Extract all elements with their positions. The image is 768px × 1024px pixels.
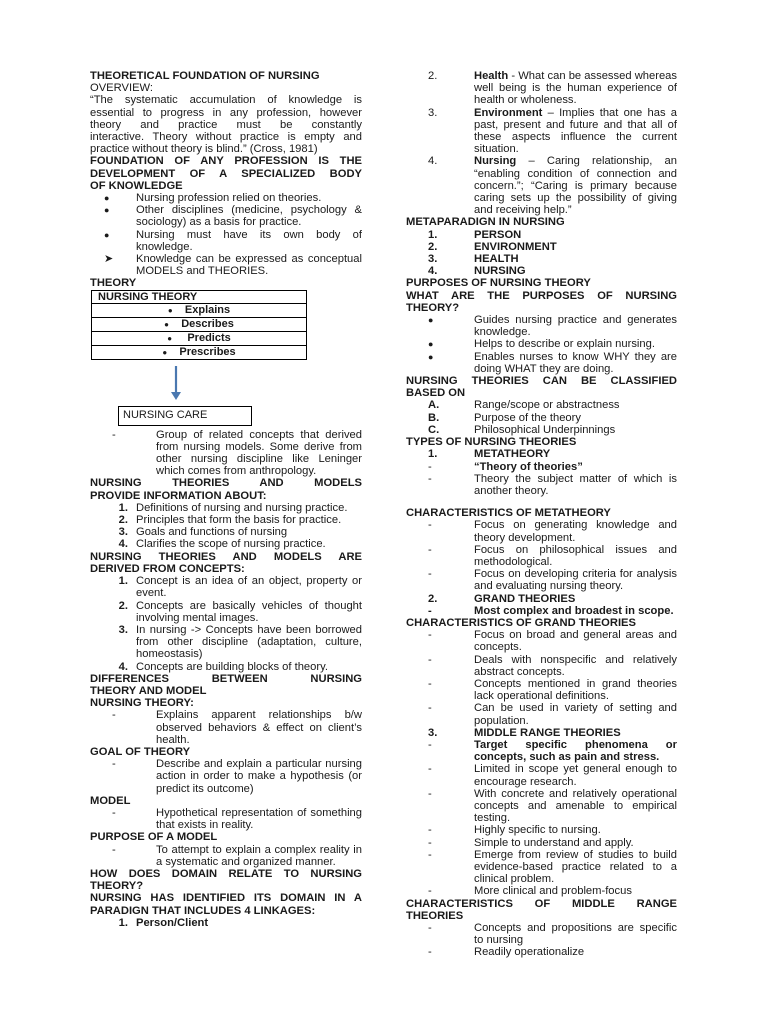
section-heading: PROVIDE INFORMATION ABOUT: <box>90 489 267 502</box>
section-heading: PARADIGN THAT INCLUDES 4 LINKAGES: <box>90 904 316 917</box>
bullet-icon: ● <box>104 193 110 204</box>
section-heading: THEORIES <box>406 909 464 922</box>
list-item: - Deals with nonspecific and relatively abstract concepts. <box>428 653 677 678</box>
right-column <box>406 70 677 959</box>
list-item: - Concepts mentioned in grand theories lack operational definitions. <box>428 677 677 703</box>
section-heading: FOUNDATION OF ANY PROFESSION IS THE <box>90 155 362 168</box>
list-item: 4. Clarifies the scope of nursing practice. <box>118 538 326 551</box>
bullet-icon: ● <box>428 351 434 362</box>
list-item: ● Guides nursing practice and generates knowledge. <box>406 314 677 338</box>
list-item: - Highly specific to nursing. <box>428 824 601 837</box>
nursing-theory-table <box>91 290 307 360</box>
quote-line: “The systematic accumulation of knowledge is <box>90 94 362 107</box>
list-item: ● Enables nurses to know WHY they are doing WHAT they are doing. <box>406 351 677 375</box>
list-item: 4. Concepts are building blocks of theory. <box>118 660 328 673</box>
table-cell: ● Explains <box>92 303 307 317</box>
section-heading: CHARACTERISTICS OF METATHEORY <box>406 507 611 520</box>
overview-label: OVERVIEW: <box>90 82 154 95</box>
list-item: - Focus on broad and general areas and concepts. <box>428 629 677 654</box>
section-heading: NURSING THEORIES AND MODELS <box>90 477 362 490</box>
list-item: A. Range/scope or abstractness <box>428 399 620 412</box>
list-item: ● Nursing profession relied on theories. <box>90 192 362 204</box>
list-item: - Theory the subject matter of which is another theory. <box>428 472 677 497</box>
list-item: 1. METATHEORY <box>428 448 551 461</box>
list-item: ● Helps to describe or explain nursing. <box>406 338 677 350</box>
bullet-icon: ● <box>167 305 173 315</box>
quote-line: essential to progress in any profession, however <box>90 106 362 119</box>
list-item: - “Theory of theories” <box>428 460 583 473</box>
theory-label: THEORY <box>90 277 137 290</box>
list-item: 3. Environment – Implies that one has a past, present and future and that all of these aspects influence the current situation. <box>428 106 677 156</box>
section-heading: METAPARADIGN IN NURSING <box>406 216 565 229</box>
list-item: 3. In nursing -> Concepts have been borrowed from other discipline (adaptation, culture, homeostasis) <box>118 623 362 661</box>
quote-line: interactive. Theory without practice is empty and <box>90 131 362 144</box>
list-item: - Concepts and propositions are specific to nursing <box>428 922 677 947</box>
section-heading: CHARACTERISTICS OF GRAND THEORIES <box>406 616 636 629</box>
list-item: - Limited in scope yet general enough to encourage research. <box>428 763 677 788</box>
section-heading: NURSING THEORY: <box>90 697 194 710</box>
list-item: - More clinical and problem-focus <box>428 885 632 898</box>
list-item: 1. Definitions of nursing and nursing practice. <box>118 501 348 514</box>
list-item: 4. NURSING <box>428 265 526 278</box>
list-item: - Describe and explain a particular nursing action in order to make a hypothesis (or predict its outcome) <box>112 758 362 795</box>
list-item: - Can be used in variety of setting and population. <box>428 702 677 727</box>
bullet-icon: ● <box>428 315 434 326</box>
list-item: ➤ Knowledge can be expressed as conceptual MODELS and THEORIES. <box>90 253 362 277</box>
list-item: 1. PERSON <box>428 228 522 241</box>
list-item: C. Philosophical Underpinnings <box>428 423 616 436</box>
section-heading: NURSING THEORIES AND MODELS ARE <box>90 550 362 563</box>
list-item: - Emerge from review of studies to build evidence-based practice related to a clinical problem. <box>428 848 677 886</box>
table-cell: ● Prescribes <box>92 345 307 359</box>
section-heading: WHAT ARE THE PURPOSES OF NURSING <box>406 289 677 302</box>
list-item: 4. Nursing – Caring relationship, an “enabling condition of connection and concern.”; “Caring is primary because caring sets up the possibility of giving and receiving help.” <box>428 155 677 217</box>
bullet-icon: ● <box>104 229 110 240</box>
section-heading: CHARACTERISTICS OF MIDDLE RANGE <box>406 897 677 910</box>
section-heading: MODEL <box>90 794 131 807</box>
section-heading: THEORY AND MODEL <box>90 684 207 697</box>
section-heading: GOAL OF THEORY <box>90 745 191 758</box>
list-item: 2. GRAND THEORIES <box>428 592 576 605</box>
list-item: - Explains apparent relationships b/w observed behaviors & effect on client’s health. <box>112 709 362 746</box>
list-item: - Focus on generating knowledge and theory development. <box>428 519 677 544</box>
list-item: 1. Concept is an idea of an object, property or event. <box>118 575 362 600</box>
list-item: - With concrete and relatively operational concepts and amenable to empirical testing. <box>428 787 677 825</box>
section-heading: DEVELOPMENT OF A SPECIALIZED BODY <box>90 167 362 180</box>
list-item: 3. HEALTH <box>428 253 519 266</box>
list-item: - Focus on developing criteria for analysis and evaluating nursing theory. <box>428 568 677 593</box>
section-heading: DIFFERENCES BETWEEN NURSING <box>90 672 362 685</box>
list-item: 3. MIDDLE RANGE THEORIES <box>428 726 621 739</box>
bullet-icon: ● <box>104 205 110 216</box>
quote-line: practice without theory is blind.” (Cross, 1981) <box>90 143 318 156</box>
list-item: 1. Person/Client <box>118 916 209 929</box>
section-heading: NURSING THEORIES CAN BE CLASSIFIED <box>406 375 677 388</box>
bullet-icon: ● <box>428 339 434 350</box>
list-item: ● Other disciplines (medicine, psychology & sociology) as a basis for practice. <box>90 204 362 228</box>
section-heading: HOW DOES DOMAIN RELATE TO NURSING <box>90 867 362 880</box>
down-arrow-icon <box>90 360 362 406</box>
list-item: 2. ENVIRONMENT <box>428 240 557 253</box>
list-item: - Most complex and broadest in scope. <box>428 604 674 617</box>
list-item: 2. Health - What can be assessed whereas well being is the human experience of health or wholeness. <box>428 70 677 107</box>
list-item: - To attempt to explain a complex reality in a systematic and organized manner. <box>112 843 362 868</box>
section-heading: THEORY? <box>90 880 144 893</box>
bullet-icon: ● <box>162 347 168 357</box>
left-column <box>90 70 362 929</box>
list-item: 2. Principles that form the basis for practice. <box>118 514 342 527</box>
list-item: - Focus on philosophical issues and methodological. <box>428 543 677 568</box>
section-heading: PURPOSES OF NURSING THEORY <box>406 277 591 290</box>
list-item: - Target specific phenomena or concepts, such as pain and stress. <box>428 738 677 764</box>
bullet-icon: ● <box>164 319 169 329</box>
section-heading: THEORY? <box>406 301 460 314</box>
list-item: B. Purpose of the theory <box>428 411 581 424</box>
section-heading: BASED ON <box>406 387 466 400</box>
nursing-care-box: NURSING CARE <box>118 406 252 426</box>
list-item: - Simple to understand and apply. <box>428 836 634 849</box>
table-cell: ● Describes <box>92 317 307 331</box>
table-header: NURSING THEORY <box>92 290 307 303</box>
list-item: 2. Concepts are basically vehicles of thought involving mental images. <box>118 599 362 624</box>
document-title: THEORETICAL FOUNDATION OF NURSING <box>90 70 320 82</box>
section-heading: TYPES OF NURSING THEORIES <box>406 436 577 449</box>
bullet-icon: ● <box>167 333 173 343</box>
list-item: - Group of related concepts that derived from nursing models. Some derive from other nursing discipline like Leninger which comes from anthropology. <box>112 428 362 478</box>
section-heading: PURPOSE OF A MODEL <box>90 831 218 844</box>
list-item: - Readily operationalize <box>428 946 585 959</box>
list-item: 3. Goals and functions of nursing <box>118 526 288 539</box>
arrowhead-icon: ➤ <box>104 253 114 266</box>
section-heading: DERIVED FROM CONCEPTS: <box>90 562 245 575</box>
list-item: ● Nursing must have its own body of knowledge. <box>90 229 362 253</box>
quote-line: theory and practice must be constantly <box>90 118 362 131</box>
section-heading: OF KNOWLEDGE <box>90 179 183 192</box>
table-cell: ● Predicts <box>92 331 307 345</box>
list-item: - Hypothetical representation of something that exists in reality. <box>112 806 362 832</box>
section-heading: NURSING HAS IDENTIFIED ITS DOMAIN IN A <box>90 892 362 905</box>
